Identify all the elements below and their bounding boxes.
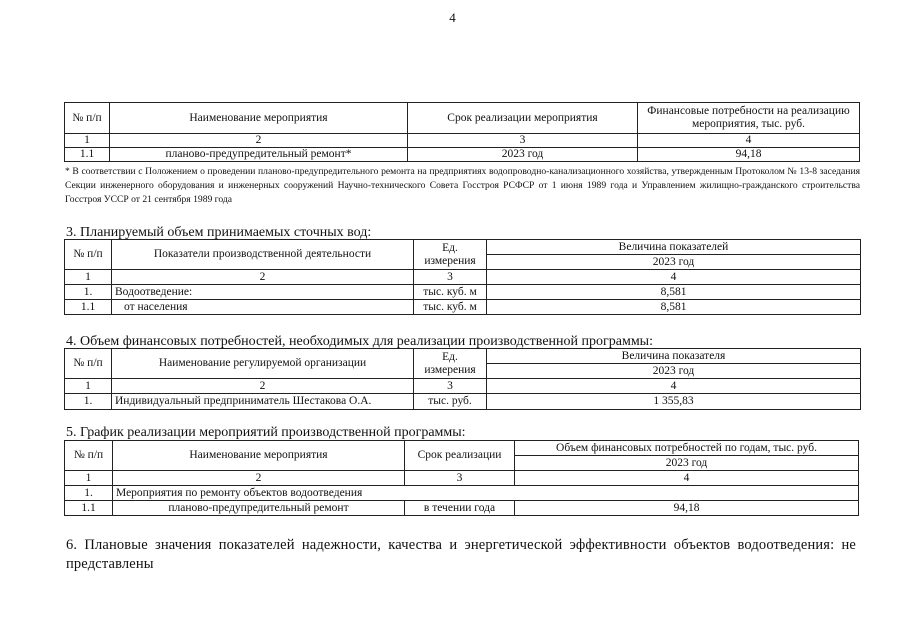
index-cell: 1 [65, 379, 112, 394]
page-number: 4 [449, 10, 456, 25]
table-cell: 1.1 [65, 501, 113, 516]
index-cell: 3 [408, 134, 638, 148]
header-cell: Величина показателя [487, 349, 861, 364]
header-cell: Финансовые потребности на реализацию мероприятия, тыс. руб. [638, 103, 860, 134]
table-row [65, 148, 860, 162]
table-cell: 8,581 [487, 285, 861, 300]
table-cell: планово-предупредительный ремонт [113, 501, 405, 516]
table-cell: 1.1 [65, 148, 110, 162]
section-5-heading: 5. График реализации мероприятий производственной программы: [66, 425, 466, 440]
header-cell: Наименование регулируемой организации [112, 349, 414, 379]
table-cell: 1. [65, 394, 112, 410]
table-cell: 1. [65, 285, 112, 300]
header-cell: Срок реализации [405, 441, 515, 471]
table-row [65, 285, 861, 300]
header-cell: Величина показателей [487, 240, 861, 255]
index-cell: 2 [112, 270, 414, 285]
table-cell: 1.1 [65, 300, 112, 315]
table-cell: тыс. куб. м [414, 285, 487, 300]
group-title: Мероприятия по ремонту объектов водоотведения [113, 486, 859, 501]
header-cell: Наименование мероприятия [113, 441, 405, 471]
table-cell: планово-предупредительный ремонт* [110, 148, 408, 162]
index-cell: 3 [405, 471, 515, 486]
header-cell: Ед. измерения [414, 349, 487, 379]
index-cell: 2 [112, 379, 414, 394]
group-row [65, 486, 859, 501]
header-cell: Объем финансовых потребностей по годам, тыс. руб. [515, 441, 859, 456]
index-cell: 3 [414, 379, 487, 394]
header-cell: Показатели производственной деятельности [112, 240, 414, 270]
table-row [65, 300, 861, 315]
index-cell: 4 [515, 471, 859, 486]
table-cell: Водоотведение: [112, 285, 414, 300]
index-cell: 4 [487, 379, 861, 394]
header-cell: Наименование мероприятия [110, 103, 408, 134]
wastewater-volume-table [64, 239, 861, 315]
table-cell: 1 355,83 [487, 394, 861, 410]
section-4-heading: 4. Объем финансовых потребностей, необходимых для реализации производственной программы: [66, 334, 653, 349]
index-cell: 1 [65, 270, 112, 285]
header-cell: № п/п [65, 349, 112, 379]
index-cell: 1 [65, 471, 113, 486]
table-cell: в течении года [405, 501, 515, 516]
header-cell: Срок реализации мероприятия [408, 103, 638, 134]
section-3-heading: 3. Планируемый объем принимаемых сточных вод: [66, 225, 372, 240]
index-cell: 4 [638, 134, 860, 148]
index-cell: 2 [110, 134, 408, 148]
activities-table [64, 102, 860, 162]
header-cell: № п/п [65, 240, 112, 270]
table-cell: 94,18 [638, 148, 860, 162]
section-6-text: 6. Плановые значения показателей надежности, качества и энергетической эффективности объектов водоотведения: не представлены [66, 537, 856, 572]
table-cell: Индивидуальный предприниматель Шестакова О.А. [112, 394, 414, 410]
table-cell: от населения [112, 300, 414, 315]
schedule-table [64, 440, 859, 516]
year-cell: 2023 год [487, 364, 861, 379]
table-cell: тыс. руб. [414, 394, 487, 410]
table-row [65, 394, 861, 410]
header-cell: № п/п [65, 441, 113, 471]
table-cell: 8,581 [487, 300, 861, 315]
index-cell: 2 [113, 471, 405, 486]
table-cell: 2023 год [408, 148, 638, 162]
year-cell: 2023 год [487, 255, 861, 270]
footnote: * В соответствии с Положением о проведении планово-предупредительного ремонта на предприятиях водопроводно-канализационного хозяйства, утвержденным Протоколом № 13-8 заседания Секции инженерного оборудования и инженерных сооружений Научно-технического Совета Госстроя РСФСР от 1 июня 1989 года и Управлением жилищно-гражданского строительства Госстроя УССР от 21 сентября 1989 года [65, 166, 860, 205]
table-row [65, 501, 859, 516]
header-cell: № п/п [65, 103, 110, 134]
header-cell: Ед. измерения [414, 240, 487, 270]
table-cell: 94,18 [515, 501, 859, 516]
financial-needs-table [64, 348, 861, 410]
index-cell: 1 [65, 134, 110, 148]
index-cell: 4 [487, 270, 861, 285]
table-cell: 1. [65, 486, 113, 501]
index-cell: 3 [414, 270, 487, 285]
table-cell: тыс. куб. м [414, 300, 487, 315]
year-cell: 2023 год [515, 456, 859, 471]
